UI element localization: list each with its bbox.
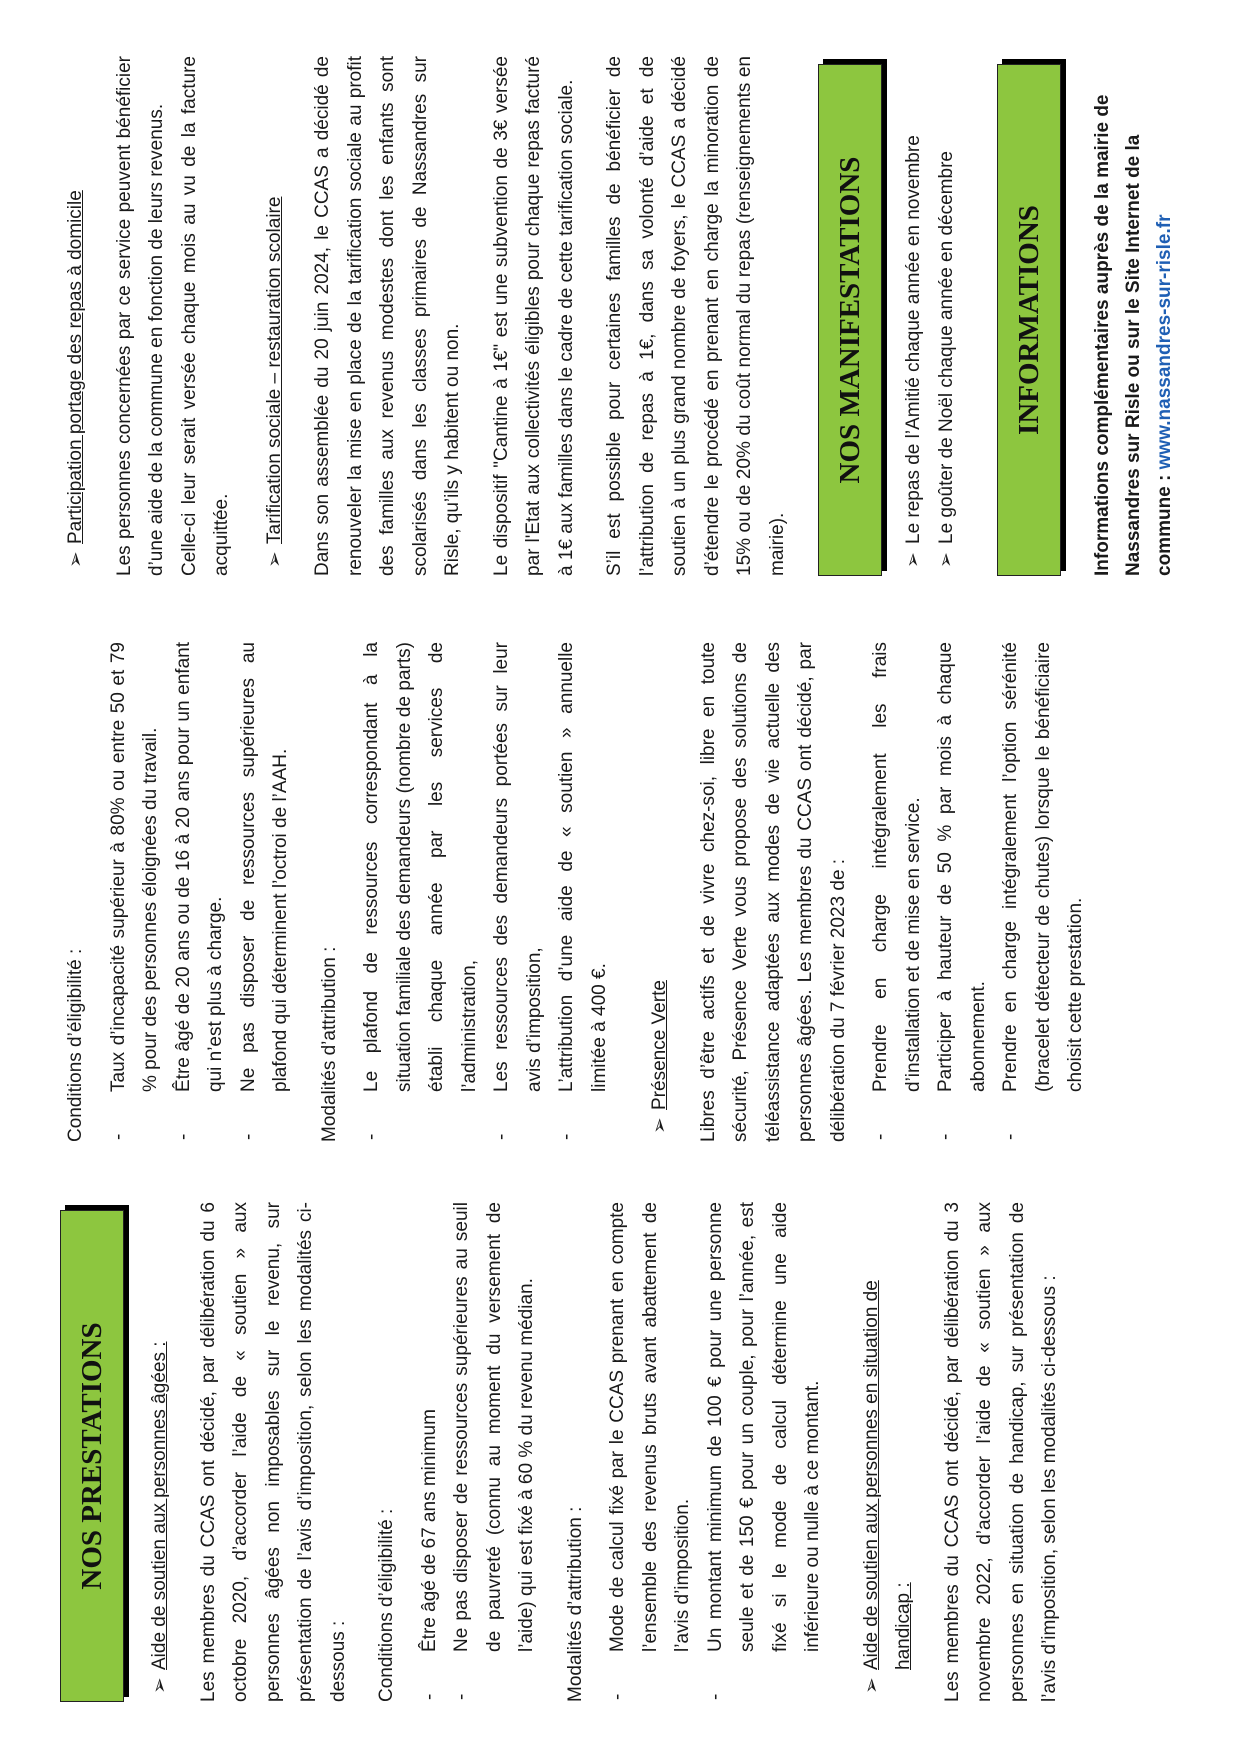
section-title-tarification-sociale: ➢Tarification sociale – restauration scolaire	[259, 56, 292, 568]
section-title-personnes-agees: ➢Aide de soutien aux personnes âgées :	[144, 1202, 177, 1694]
intro-handicap: Les membres du CCAS ont décidé, par délibération du 3 novembre 2022, d’accorder l’aide de « soutien » aux personnes en situation de handicap, sur présentation de l’avis d’imposition, selon les modalités ci-dessous :	[941, 1202, 1060, 1702]
list-item: ➢Le goûter de Noël chaque année en décembre	[931, 56, 964, 576]
label-eligibilite: Conditions d’éligibilité :	[65, 948, 86, 1142]
arrow-bullet-icon: ➢	[935, 552, 957, 568]
list-item: ➢Le repas de l’Amitié chaque année en novembre	[898, 56, 931, 576]
list-item: - Le plafond de ressources correspondant à la situation familiale des demandeurs (nombre de parts) établi chaque année par les services de l’administration,	[361, 642, 480, 1140]
list-eligibilite-handicap	[103, 642, 298, 1142]
section-title-handicap: ➢Aide de soutien aux personnes en situation de handicap :	[856, 1202, 921, 1694]
website-link[interactable]: www.nassandres-sur-risle.fr	[1154, 214, 1175, 470]
list-eligibilite-agees	[414, 1202, 544, 1702]
list-item: - Prendre en charge intégralement les frais d’installation et de mise en service.	[870, 642, 924, 1140]
banner-informations: INFORMATIONS	[997, 64, 1061, 576]
list-item: - Participer à hauteur de 50 % par mois à chaque abonnement.	[935, 642, 989, 1140]
list-modalites-handicap	[356, 642, 616, 1142]
column-prestations	[60, 1202, 1067, 1702]
label-eligibilite: Conditions d’éligibilité :	[376, 1508, 397, 1702]
arrow-bullet-icon: ➢	[860, 1677, 883, 1694]
arrow-bullet-icon: ➢	[263, 551, 286, 568]
informations-text: Informations complémentaires auprès de la mairie de Nassandres sur Risle ou sur le Site Internet de la commune : www.nassandres-sur-risle.fr	[1092, 94, 1175, 576]
text-tarification-1: Dans son assemblée du 20 juin 2024, le CCAS a décidé de renouveler la mise en place de la tarification sociale au profit des familles aux revenus modestes dont les enfants sont scolarisés dans les classes primaires de Nassandres sur Risle, qu’ils y habitent ou non.	[312, 56, 463, 576]
text-presence-verte: Libres d’être actifs et de vivre chez-soi, libre en toute sécurité, Présence Verte vous propose des solutions de téléassistance adaptées aux modes de vie actuelle des personnes âgées. Les membres du CCAS ont décidé, par délibération du 7 février 2023 de :	[697, 642, 849, 1142]
list-manifestations	[898, 56, 963, 576]
list-item: - Être âgé de 20 ans ou de 16 à 20 ans pour un enfant qui n’est plus à charge.	[172, 642, 226, 1140]
banner-nos-prestations: NOS PRESTATIONS	[60, 1210, 124, 1702]
list-item: - L’attribution d’une aide de « soutien » annuelle limitée à 400 €.	[556, 642, 610, 1140]
text-portage-repas-2: Celle-ci leur serait versée chaque mois au vu de la facture acquittée.	[178, 56, 232, 576]
text-tarification-2: Le dispositif "Cantine à 1€" est une subvention de 3€ versée par l'Etat aux collectivités éligibles pour chaque repas facturé à 1€ aux familles dans le cadre de cette tarification sociale.	[490, 56, 577, 576]
list-item: - Prendre en charge intégralement l’option sérénité (bracelet détecteur de chutes) lorsque le bénéficiaire choisit cette prestation.	[1000, 642, 1086, 1140]
arrow-bullet-icon: ➢	[149, 1677, 171, 1694]
list-item: - Mode de calcul fixé par le CCAS prenant en compte l’ensemble des revenus bruts avant abattement de l’avis d’imposition.	[607, 1202, 693, 1700]
section-title-presence-verte: ➢Présence Verte	[644, 642, 677, 1134]
list-item: - Ne pas disposer de ressources supérieures au plafond qui déterminent l’octroi de l’AAH.	[237, 642, 291, 1140]
text-portage-repas-1: Les personnes concernées par ce service peuvent bénéficier d’une aide de la commune en fonction de leurs revenus.	[113, 56, 167, 576]
list-item: - Un montant minimum de 100 € pour une personne seule et de 150 € pour un couple, pour l’année, est fixé si le mode de calcul détermine une aide inférieure ou nulle à ce montant.	[704, 1202, 823, 1700]
list-item: - Être âgé de 67 ans minimum	[418, 1409, 440, 1700]
label-modalites: Modalités d’attribution :	[318, 946, 340, 1142]
column-handicap-presence-verte	[60, 642, 1093, 1142]
text-tarification-3: S’il est possible pour certaines familles de bénéficier de l’attribution de repas à 1€, dans sa volonté d’aide et de soutien à un plus grand nombre de foyers, le CCAS a décidé d’étendre le procédé en prenant en charge la minoration de 15% ou de 20% du coût normal du repas (renseignements en mairie).	[604, 56, 788, 576]
label-modalites: Modalités d’attribution :	[564, 1506, 586, 1702]
list-item: - Taux d’incapacité supérieur à 80% ou entre 50 et 79 % pour des personnes éloignées du travail.	[107, 642, 161, 1140]
banner-nos-manifestations: NOS MANIFESTATIONS	[818, 64, 882, 576]
list-item: - Ne pas disposer de ressources supérieures au seuil de pauvreté (connu au moment du versement de l’aide) qui est fixé à 60 % du revenu médian.	[451, 1202, 537, 1700]
intro-personnes-agees: Les membres du CCAS ont décidé, par délibération du 6 octobre 2020, d’accorder l’aide de « soutien » aux personnes âgées non imposables sur le revenu, sur présentation de l’avis d’imposition, selon les modalités ci-dessous :	[197, 1202, 349, 1702]
arrow-bullet-icon: ➢	[65, 551, 87, 568]
list-item: - Les ressources des demandeurs portées sur leur avis d’imposition,	[491, 642, 545, 1140]
arrow-bullet-icon: ➢	[903, 552, 924, 568]
list-presence-verte	[865, 642, 1093, 1142]
arrow-bullet-icon: ➢	[649, 1117, 671, 1134]
section-title-portage-repas: ➢Participation portage des repas à domicile	[60, 56, 93, 568]
column-repas-manifestations	[60, 56, 1180, 576]
list-modalites-agees	[602, 1202, 830, 1702]
